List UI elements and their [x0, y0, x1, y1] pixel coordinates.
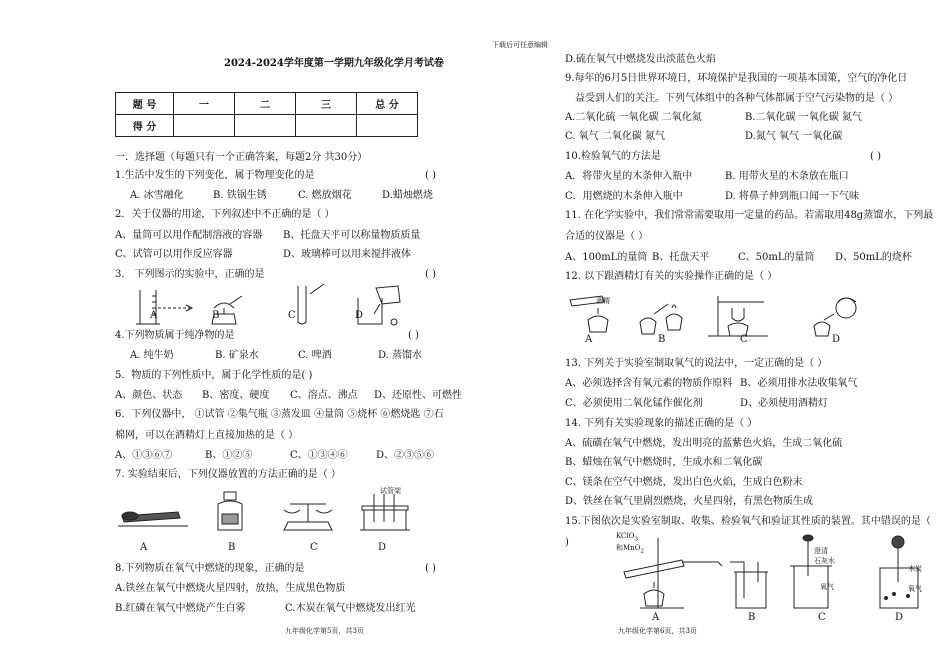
question-13: 13. 下列关于实验室制取氧气的说法中，一定正确的是（ ）: [565, 358, 828, 369]
question-6: 6．下列仪器中， ①试管 ②集气瓶 ③蒸发皿 ④量筒 ⑤烧杯 ⑥燃烧匙 ⑦石: [115, 409, 444, 420]
figure-label: A: [140, 542, 148, 553]
score-entry-cell[interactable]: [174, 115, 235, 137]
question-6-cont: 棉网，可以在酒精灯上直接加热的是（ ）: [115, 430, 299, 441]
score-header-cell: 题 号: [116, 93, 174, 115]
section-heading: 一．选择题（每题只有一个正确答案，每题2分 共30分）: [115, 152, 368, 163]
score-header-cell: 三: [296, 93, 357, 115]
option: B. 矿泉水: [215, 350, 259, 361]
option: A、①③⑥⑦: [115, 450, 173, 461]
option: C、①③④⑥: [290, 450, 348, 461]
option: A. 纯牛奶: [130, 350, 174, 361]
q7-figure: [118, 486, 418, 534]
figure-text: 氧气: [820, 583, 834, 591]
option: A、硫磺在氧气中燃烧，发出明亮的蓝紫色火焰，生成二氧化硫: [565, 438, 843, 449]
option: D、必须使用酒精灯: [740, 398, 829, 409]
figure-text: 石灰水: [814, 557, 835, 565]
figure-text: KClO$_3$: [616, 532, 639, 543]
answer-paren: ( ): [425, 563, 436, 574]
option: C. 啤酒: [298, 350, 332, 361]
page-footer: 九年级化学第6页，共3页: [618, 627, 697, 635]
question-1: 1.生活中发生的下列变化，属于物理变化的是: [115, 170, 315, 181]
figure-label: D: [832, 334, 841, 345]
option: D.硫在氧气中燃烧发出淡蓝色火焰: [565, 54, 716, 65]
option: C、必须使用二氧化锰作催化剂: [565, 398, 703, 409]
answer-paren: ( ): [425, 170, 436, 181]
option: B、托盘天平可以称量物质质量: [283, 230, 421, 241]
option: D. 将鼻子伸到瓶口闻一下气味: [725, 191, 860, 202]
figure-text: 和MnO$_2$: [616, 544, 645, 555]
q12-figure: [568, 292, 868, 338]
answer-paren: ( ): [870, 151, 881, 162]
option: D. 蒸馏水: [378, 350, 423, 361]
page-footer: 九年级化学第5页，共3页: [285, 627, 364, 635]
question-10: 10.检验氧气的方法是: [565, 151, 661, 162]
option: A.二氧化硫 一氧化碳 二氧化氮: [565, 112, 702, 123]
header-note: 下载后可任意编辑: [492, 41, 548, 49]
question-8: 8.下列物质在氧气中燃烧的现象，正确的是: [115, 563, 305, 574]
answer-paren: ( ): [408, 330, 419, 341]
option: A、颜色、状态: [115, 390, 183, 401]
option: A．将带火星的木条伸入瓶中: [565, 171, 693, 182]
figure-label: D: [378, 542, 387, 553]
q3-figure: [130, 284, 430, 328]
figure-label: C: [818, 612, 826, 623]
figure-label: A: [150, 310, 158, 321]
figure-text: 氧气: [908, 585, 922, 593]
question-12: 12. 以下跟酒精灯有关的实验操作正确的是（ ）: [565, 271, 778, 282]
question-15-cont: ): [565, 537, 569, 548]
figure-label: D: [895, 612, 904, 623]
option: D.蜡烛燃烧: [382, 190, 433, 201]
option: C.木炭在氧气中燃烧发出红光: [285, 603, 416, 614]
figure-label: B: [228, 542, 236, 553]
option: B、密度、硬度: [202, 390, 270, 401]
option: D、铁丝在氧气里剧烈燃烧，火星四射，有黑色物质生成: [565, 496, 814, 507]
figure-text: 试管架: [380, 487, 401, 495]
question-2: 2．关于仪器的用途，下列叙述中不正确的是（ ）: [115, 209, 335, 220]
figure-label: C: [310, 542, 318, 553]
score-header-cell: 二: [235, 93, 296, 115]
figure-label: B: [748, 612, 756, 623]
question-9-cont: 益受到人们的关注。下列气体组中的各种气体都属于空气污染物的是（ ）: [575, 93, 899, 104]
option: D、50mL的烧杯: [835, 252, 912, 263]
option: D.氮气 氧气 一氧化碳: [745, 131, 843, 142]
option: A. 冰雪融化: [130, 190, 184, 201]
question-14: 14. 下列有关实验现象的描述正确的是（ ）: [565, 418, 758, 429]
question-9: 9.每年的6月5日世界环境日，环境保护是我国的一项基本国策，空气的净化日: [565, 73, 908, 84]
score-label-cell: 得 分: [116, 115, 174, 137]
option: D、玻璃棒可以用来搅拌液体: [283, 249, 412, 260]
option: B、托盘天平: [652, 252, 710, 263]
option: C、50mL的量筒: [738, 252, 815, 263]
figure-label: D: [355, 310, 364, 321]
option: B、必须用排水法收集氧气: [740, 378, 858, 389]
figure-label: B: [658, 334, 666, 345]
question-11: 11. 在化学实验中，我们常常需要取用一定量的药品。若需取用48g蒸馏水，下列最: [565, 210, 934, 221]
score-header-cell: 一: [174, 93, 235, 115]
score-entry-cell[interactable]: [296, 115, 357, 137]
figure-label: B: [212, 310, 220, 321]
question-7: 7. 实验结束后，下列仪器放置的方法正确的是（ ）: [115, 469, 341, 480]
score-entry-cell[interactable]: [235, 115, 296, 137]
option: B.红磷在氧气中燃烧产生白雾: [115, 603, 246, 614]
answer-paren: ( ): [425, 269, 436, 280]
option: C、试管可以用作反应容器: [115, 249, 233, 260]
question-5: 5．物质的下列性质中，属于化学性质的是( ): [115, 370, 313, 381]
option: C、溶点、沸点: [290, 390, 358, 401]
page-title: 2024-2024学年度第一学期九年级化学月考试卷: [224, 58, 444, 69]
option: B. 用带火星的木条放在瓶口: [725, 171, 849, 182]
option: C. 氧气 二氧化碳 氮气: [565, 131, 666, 142]
option: A、必须选择含有氧元素的物质作原料: [565, 378, 733, 389]
score-entry-cell[interactable]: [357, 115, 418, 137]
option: C、镁条在空气中燃烧，发出白色火焰，生成白色粉末: [565, 477, 803, 488]
question-11-cont: 合适的仪器是（ ）: [565, 231, 649, 242]
option: A.铁丝在氧气中燃烧火星四射，放热，生成黑色物质: [115, 583, 346, 594]
question-4: 4.下列物质属于纯净物的是: [115, 330, 235, 341]
figure-label: C: [740, 334, 748, 345]
question-3: 3． 下列图示的实验中，正确的是: [115, 269, 265, 280]
q15-figure: [618, 532, 938, 612]
option: D、还原性、可燃性: [374, 390, 463, 401]
figure-text: 木炭: [908, 565, 922, 573]
score-header-cell: 总 分: [357, 93, 418, 115]
option: B. 铁锅生锈: [213, 190, 267, 201]
option: B、①②⑤: [205, 450, 253, 461]
figure-label: A: [652, 612, 660, 623]
figure-text: 酒精: [596, 297, 610, 305]
option: C．用燃烧的木条伸入瓶中: [565, 191, 683, 202]
figure-text: 澄清: [814, 547, 828, 555]
score-table: [115, 92, 418, 137]
option: C. 燃放烟花: [298, 190, 352, 201]
figure-label: A: [585, 334, 593, 345]
option: B、蜡烛在氧气中燃烧时，生成水和二氧化碳: [565, 457, 763, 468]
option: A、量筒可以用作配制溶液的容器: [115, 230, 263, 241]
question-15: 15.下图依次是实验室制取、收集、检验氧气和验证其性质的装置。其中错误的是（: [565, 516, 931, 527]
option: A、100mL的量筒: [565, 252, 648, 263]
option: D、②③⑤⑥: [376, 450, 435, 461]
option: B.二氧化碳 一氧化碳 氮气: [745, 112, 862, 123]
figure-label: C: [288, 310, 296, 321]
